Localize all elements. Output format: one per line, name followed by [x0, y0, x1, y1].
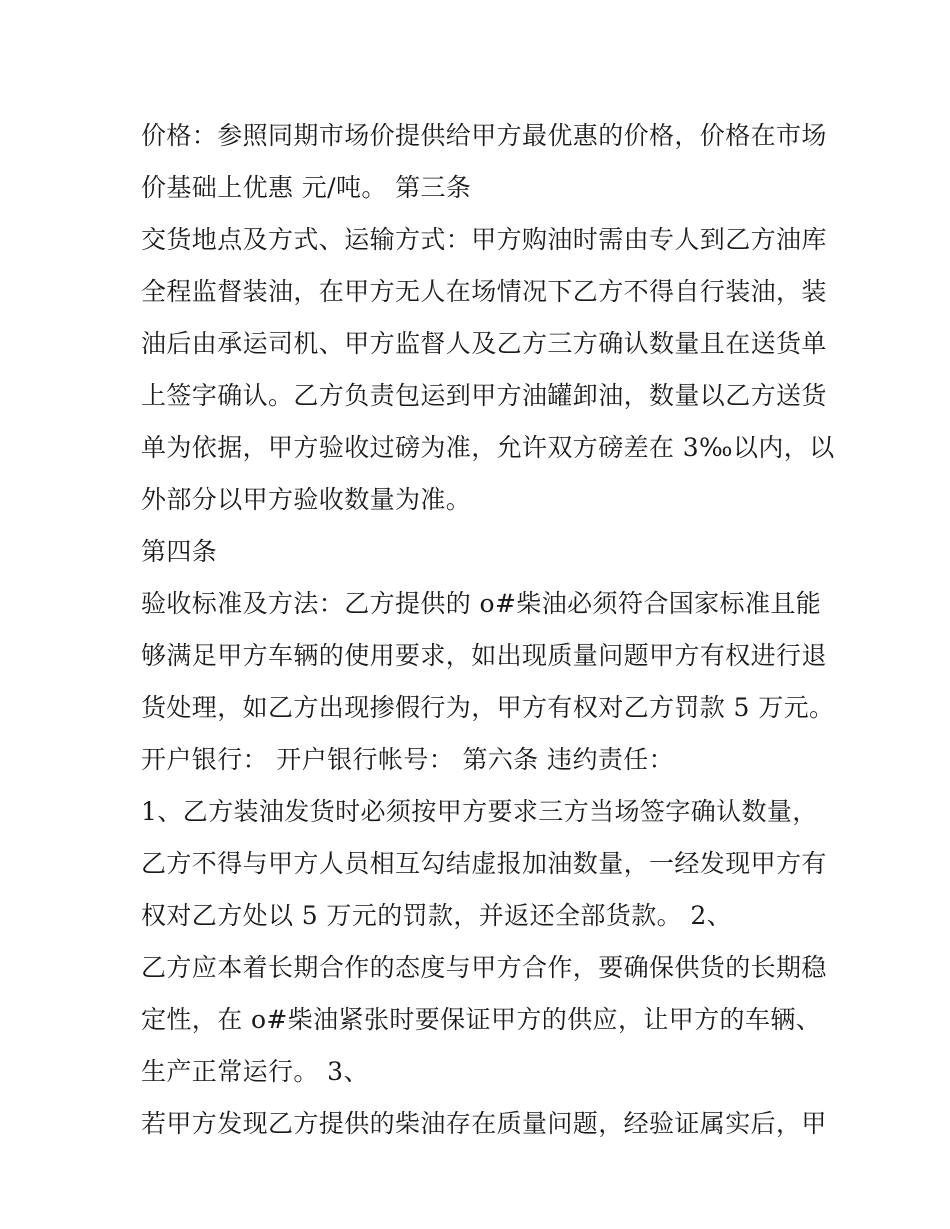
text-line: 1、乙方装油发货时必须按甲方要求三方当场签字确认数量， — [141, 797, 818, 826]
text-line: 够满足甲方车辆的使用要求，如出现质量问题甲方有权进行退 — [141, 641, 827, 670]
text-line: 外部分以甲方验收数量为准。 — [141, 485, 472, 514]
section-heading: 第四条 — [141, 537, 218, 566]
text-line: 油后由承运司机、甲方监督人及乙方三方确认数量且在送货单 — [141, 329, 827, 358]
text-line: 开户银行： 开户银行帐号： 第六条 违约责任： — [141, 745, 675, 774]
text-line: 权对乙方处以 5 万元的罚款，并返还全部货款。 2、 — [141, 901, 733, 930]
text-line: 上签字确认。乙方负责包运到甲方油罐卸油，数量以乙方送货 — [141, 381, 827, 410]
text-line: 乙方应本着长期合作的态度与甲方合作，要确保供货的长期稳 — [141, 953, 827, 982]
text-line: 乙方不得与甲方人员相互勾结虚报加油数量，一经发现甲方有 — [141, 849, 827, 878]
text-line: 全程监督装油，在甲方无人在场情况下乙方不得自行装油，装 — [141, 277, 827, 306]
text-line: 交货地点及方式、运输方式：甲方购油时需由专人到乙方油库 — [141, 225, 827, 254]
text-line: 货处理，如乙方出现掺假行为，甲方有权对乙方罚款 5 万元。 — [141, 693, 835, 722]
text-line: 价基础上优惠 元/吨。 第三条 — [141, 173, 472, 202]
text-line: 价格：参照同期市场价提供给甲方最优惠的价格，价格在市场 — [141, 121, 827, 150]
text-line: 生产正常运行。 3、 — [141, 1057, 369, 1086]
text-line: 若甲方发现乙方提供的柴油存在质量问题，经验证属实后，甲 — [141, 1109, 827, 1138]
text-line: 定性，在 o#柴油紧张时要保证甲方的供应，让甲方的车辆、 — [141, 1005, 822, 1034]
text-line: 单为依据，甲方验收过磅为准，允许双方磅差在 3‰以内，以 — [141, 433, 835, 462]
text-line: 验收标准及方法：乙方提供的 o#柴油必须符合国家标准且能 — [141, 589, 822, 618]
contract-text — [141, 110, 835, 1150]
